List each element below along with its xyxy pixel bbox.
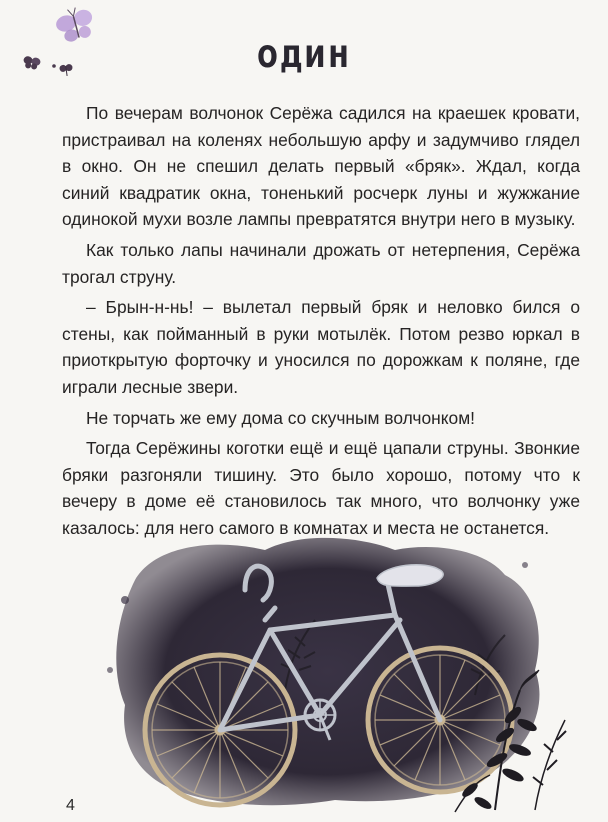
- chapter-title: один: [256, 31, 352, 78]
- paragraph-4: Не торчать же ему дома со скучным волчонком!: [86, 407, 476, 428]
- bicycle-illustration: [95, 520, 575, 822]
- paragraph-3: – Брын-н-нь! – вылетал первый бряк и неловко бился о стены, как пойманный в руки мотылёк. Потом резво юркал в приоткрытую форточку и уносился по дорожкам к поляне, где играли лесные звери.: [62, 297, 580, 397]
- paragraph-5: Тогда Серёжины коготки ещё и ещё цапали струны. Звонкие бряки разгоняли тишину. Это было хорошо, потому что к вечеру в доме её становилось так много, что волчонку уже казалось: для него самого в комнатах и места не останется.: [62, 438, 580, 538]
- paragraph-2: Как только лапы начинали дрожать от нетерпения, Серёжа трогал струну.: [62, 239, 580, 287]
- page-number: 4: [66, 797, 75, 814]
- paragraph-1: По вечерам волчонок Серёжа садился на краешек кровати, пристраивал на коленях небольшую арфу и задумчиво глядел в окно. Он не спешил делать первый «бряк». Ждал, когда синий квадратик окна, тоненький росчерк луны и жужжание одинокой мухи возле лампы превратятся внутри него в музыку.: [62, 103, 580, 230]
- chapter-text: [62, 100, 580, 546]
